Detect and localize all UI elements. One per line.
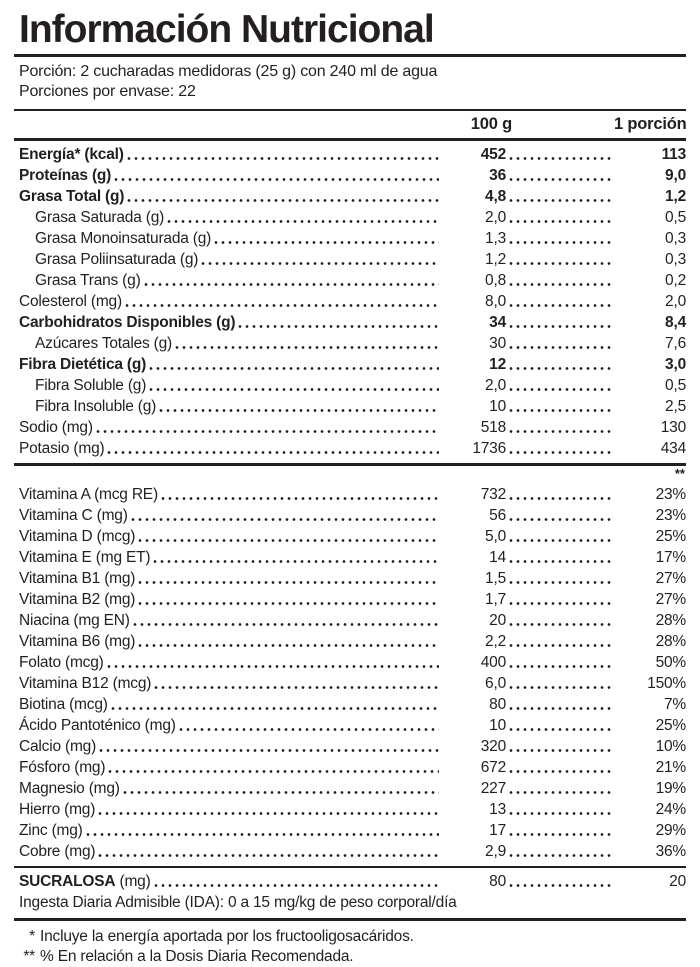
nutrient-row bbox=[14, 396, 686, 417]
vitamin-row bbox=[14, 589, 686, 610]
dot-leader bbox=[108, 757, 439, 778]
nutrient-row bbox=[14, 228, 686, 249]
vitamin-row bbox=[14, 484, 686, 505]
sucralose-label bbox=[19, 871, 151, 892]
dot-leader bbox=[127, 186, 439, 207]
dot-leader bbox=[138, 589, 439, 610]
vitamin-label: Folato (mcg) bbox=[19, 653, 104, 671]
column-header-porcion: 1 porción bbox=[614, 115, 687, 133]
nutrient-label: Sodio (mg) bbox=[19, 419, 93, 436]
dot-leader bbox=[96, 417, 439, 438]
value-per-100g: 80 bbox=[489, 873, 506, 890]
vitamin-label: Cobre (mg) bbox=[19, 842, 96, 860]
dot-leader bbox=[214, 228, 439, 249]
nutrient-row bbox=[14, 291, 686, 312]
value-per-serving: 0,5 bbox=[665, 209, 686, 226]
serving-size-text: Porción: 2 cucharadas medidoras (25 g) con 240 ml de agua bbox=[19, 62, 438, 80]
nutrient-label: Proteínas (g) bbox=[19, 167, 112, 184]
dot-leader bbox=[138, 568, 439, 589]
vitamin-row bbox=[14, 631, 686, 652]
value-per-100g: 13 bbox=[489, 800, 506, 818]
dot-leader bbox=[509, 547, 611, 568]
page-title: Información Nutricional bbox=[19, 8, 434, 51]
dot-leader bbox=[509, 694, 611, 715]
nutrient-row bbox=[14, 375, 686, 396]
footnote-energy bbox=[14, 927, 686, 947]
dot-leader bbox=[144, 270, 439, 291]
value-per-100g: 56 bbox=[489, 506, 506, 524]
dot-leader bbox=[509, 505, 611, 526]
value-per-100g: 5,0 bbox=[485, 527, 506, 545]
dot-leader bbox=[509, 186, 611, 207]
vitamin-row bbox=[14, 778, 686, 799]
value-per-serving: 8,4 bbox=[665, 314, 686, 331]
value-per-100g: 1736 bbox=[472, 440, 506, 457]
dot-leader bbox=[138, 526, 439, 547]
dot-leader bbox=[154, 673, 439, 694]
vitamin-label: Vitamina B12 (mcg) bbox=[19, 674, 152, 692]
percent-daily-value: 21% bbox=[655, 758, 686, 776]
footnote-mark: ** bbox=[23, 947, 35, 965]
dot-leader bbox=[86, 820, 439, 841]
dot-leader bbox=[509, 673, 611, 694]
vitamin-row bbox=[14, 652, 686, 673]
dot-leader bbox=[179, 715, 439, 736]
dot-leader bbox=[509, 333, 611, 354]
dot-leader bbox=[509, 568, 611, 589]
value-per-100g: 17 bbox=[489, 821, 506, 839]
vitamin-label: Vitamina B1 (mg) bbox=[19, 569, 136, 587]
vitamin-row bbox=[14, 841, 686, 862]
percent-daily-value: 19% bbox=[655, 779, 686, 797]
nutrient-label: Fibra Dietética (g) bbox=[19, 356, 147, 373]
nutrient-row bbox=[14, 186, 686, 207]
value-per-serving: 20 bbox=[669, 873, 686, 890]
value-per-100g: 2,0 bbox=[485, 377, 506, 394]
percent-daily-value: 10% bbox=[655, 737, 686, 755]
value-per-serving: 9,0 bbox=[665, 167, 686, 184]
dot-leader bbox=[509, 736, 611, 757]
dot-leader bbox=[138, 631, 439, 652]
nutrient-label: Grasa Poliinsaturada (g) bbox=[35, 251, 199, 268]
dot-leader bbox=[509, 871, 611, 892]
value-per-serving: 130 bbox=[660, 419, 686, 436]
value-per-100g: 0,8 bbox=[485, 272, 506, 289]
column-header-100g: 100 g bbox=[470, 115, 512, 133]
nutrient-row bbox=[14, 165, 686, 186]
dot-leader bbox=[509, 312, 611, 333]
nutrient-row bbox=[14, 417, 686, 438]
value-per-100g: 20 bbox=[489, 611, 506, 629]
dot-leader bbox=[107, 438, 439, 459]
vitamin-row bbox=[14, 673, 686, 694]
vitamin-row bbox=[14, 568, 686, 589]
vitamin-label: Zinc (mg) bbox=[19, 821, 83, 839]
nutrient-label: Grasa Trans (g) bbox=[35, 272, 141, 289]
dot-leader bbox=[131, 505, 439, 526]
dot-leader bbox=[149, 354, 439, 375]
sucralose-name: SUCRALOSA bbox=[19, 873, 116, 890]
value-per-100g: 518 bbox=[480, 419, 506, 436]
nutrient-row bbox=[14, 207, 686, 228]
sucralose-unit: (mg) bbox=[119, 873, 151, 890]
dot-leader bbox=[509, 354, 611, 375]
nutrient-row bbox=[14, 438, 686, 459]
value-per-100g: 452 bbox=[480, 146, 506, 163]
value-per-100g: 2,2 bbox=[485, 632, 506, 650]
value-per-100g: 10 bbox=[489, 398, 506, 415]
value-per-100g: 1,5 bbox=[485, 569, 506, 587]
value-per-100g: 1,3 bbox=[485, 230, 506, 247]
vitamin-row bbox=[14, 757, 686, 778]
value-per-100g: 320 bbox=[480, 737, 506, 755]
percent-daily-value: 28% bbox=[655, 611, 686, 629]
percent-daily-value: 24% bbox=[655, 800, 686, 818]
value-per-100g: 30 bbox=[489, 335, 506, 352]
percent-daily-value: 23% bbox=[655, 485, 686, 503]
footnote-text: % En relación a la Dosis Diaria Recomendada. bbox=[40, 947, 354, 965]
value-per-100g: 1,2 bbox=[485, 251, 506, 268]
nutrient-label: Azúcares Totales (g) bbox=[35, 335, 172, 352]
vitamin-row bbox=[14, 526, 686, 547]
dot-leader bbox=[509, 291, 611, 312]
value-per-serving: 0,5 bbox=[665, 377, 686, 394]
dot-leader bbox=[509, 270, 611, 291]
vitamin-row bbox=[14, 610, 686, 631]
footnotes-section bbox=[14, 921, 686, 967]
dot-leader bbox=[149, 375, 439, 396]
value-per-100g: 36 bbox=[489, 167, 506, 184]
dot-leader bbox=[509, 417, 611, 438]
value-per-100g: 34 bbox=[489, 314, 506, 331]
nutrient-label: Grasa Total (g) bbox=[19, 188, 125, 205]
value-per-serving: 2,0 bbox=[665, 293, 686, 310]
dot-leader bbox=[509, 799, 611, 820]
vitamin-label: Vitamina E (mg ET) bbox=[19, 548, 151, 566]
value-per-100g: 12 bbox=[489, 356, 506, 373]
value-per-100g: 8,0 bbox=[485, 293, 506, 310]
dot-leader bbox=[509, 631, 611, 652]
macronutrients-section bbox=[14, 141, 686, 463]
nutrient-row bbox=[14, 354, 686, 375]
dot-leader bbox=[509, 757, 611, 778]
value-per-serving: 3,0 bbox=[665, 356, 686, 373]
vitamin-row bbox=[14, 715, 686, 736]
percent-daily-value: 25% bbox=[655, 527, 686, 545]
vitamin-label: Biotina (mcg) bbox=[19, 695, 108, 713]
vitamin-row bbox=[14, 820, 686, 841]
vitamin-label: Vitamina B2 (mg) bbox=[19, 590, 136, 608]
value-per-100g: 672 bbox=[480, 758, 506, 776]
dot-leader bbox=[509, 165, 611, 186]
serving-info bbox=[14, 57, 686, 109]
vitamin-row bbox=[14, 547, 686, 568]
vitamin-label: Fósforo (mg) bbox=[19, 758, 106, 776]
dot-leader bbox=[509, 484, 611, 505]
dot-leader bbox=[167, 207, 439, 228]
value-per-100g: 227 bbox=[480, 779, 506, 797]
double-asterisk-note-mark: ** bbox=[674, 465, 685, 481]
value-per-100g: 732 bbox=[480, 485, 506, 503]
nutrient-label: Potasio (mg) bbox=[19, 440, 105, 457]
vitamin-row bbox=[14, 505, 686, 526]
micronutrients-section bbox=[14, 481, 686, 866]
dot-leader bbox=[159, 396, 439, 417]
value-per-100g: 4,8 bbox=[485, 188, 506, 205]
ida-text: Ingesta Diaria Admisible (IDA): 0 a 15 mg/kg de peso corporal/día bbox=[19, 894, 457, 911]
value-per-serving: 0,3 bbox=[665, 251, 686, 268]
column-headers bbox=[14, 111, 686, 138]
vitamin-row bbox=[14, 694, 686, 715]
percent-daily-value: 25% bbox=[655, 716, 686, 734]
vitamin-label: Calcio (mg) bbox=[19, 737, 97, 755]
dot-leader bbox=[509, 841, 611, 862]
value-per-serving: 0,3 bbox=[665, 230, 686, 247]
value-per-100g: 400 bbox=[480, 653, 506, 671]
percent-daily-value: 7% bbox=[663, 695, 686, 713]
footnote-mark: * bbox=[29, 927, 35, 945]
percent-daily-value: 27% bbox=[655, 569, 686, 587]
dot-leader bbox=[175, 333, 439, 354]
dot-leader bbox=[509, 249, 611, 270]
value-per-100g: 10 bbox=[489, 716, 506, 734]
value-per-serving: 2,5 bbox=[665, 398, 686, 415]
sweetener-section bbox=[14, 868, 686, 918]
dot-leader bbox=[125, 291, 439, 312]
dot-leader bbox=[509, 396, 611, 417]
value-per-serving: 1,2 bbox=[665, 188, 686, 205]
value-per-100g: 80 bbox=[489, 695, 506, 713]
dot-leader bbox=[133, 610, 439, 631]
value-per-serving: 434 bbox=[660, 440, 686, 457]
dot-leader bbox=[509, 144, 611, 165]
percent-daily-value: 150% bbox=[647, 674, 686, 692]
percent-daily-value: 17% bbox=[655, 548, 686, 566]
nutrient-label: Energía* (kcal) bbox=[19, 146, 124, 163]
nutrient-row bbox=[14, 144, 686, 165]
nutrient-row bbox=[14, 249, 686, 270]
nutrient-label: Fibra Insoluble (g) bbox=[35, 398, 157, 415]
value-per-100g: 1,7 bbox=[485, 590, 506, 608]
nutrient-row bbox=[14, 270, 686, 291]
nutrient-label: Carbohidratos Disponibles (g) bbox=[19, 314, 236, 331]
dot-leader bbox=[98, 841, 439, 862]
nutrient-row bbox=[14, 312, 686, 333]
dot-leader bbox=[98, 799, 439, 820]
nutrient-label: Colesterol (mg) bbox=[19, 293, 122, 310]
dot-leader bbox=[154, 871, 439, 892]
nutrient-row bbox=[14, 333, 686, 354]
dot-leader bbox=[238, 312, 439, 333]
value-per-100g: 6,0 bbox=[485, 674, 506, 692]
dot-leader bbox=[509, 438, 611, 459]
percent-daily-value: 29% bbox=[655, 821, 686, 839]
dot-leader bbox=[99, 736, 439, 757]
value-per-100g: 2,0 bbox=[485, 209, 506, 226]
dot-leader bbox=[509, 820, 611, 841]
vitamin-label: Vitamina A (mcg RE) bbox=[19, 485, 158, 503]
dot-leader bbox=[127, 144, 439, 165]
value-per-serving: 0,2 bbox=[665, 272, 686, 289]
percent-daily-value: 27% bbox=[655, 590, 686, 608]
percent-daily-value: 23% bbox=[655, 506, 686, 524]
percent-daily-value: 50% bbox=[655, 653, 686, 671]
dot-leader bbox=[509, 715, 611, 736]
dot-leader bbox=[509, 778, 611, 799]
dot-leader bbox=[111, 694, 439, 715]
dot-leader bbox=[509, 228, 611, 249]
dot-leader bbox=[509, 610, 611, 631]
nutrient-label: Grasa Monoinsaturada (g) bbox=[35, 230, 212, 247]
vitamin-label: Hierro (mg) bbox=[19, 800, 96, 818]
dot-leader bbox=[201, 249, 439, 270]
value-per-serving: 7,6 bbox=[665, 335, 686, 352]
dot-leader bbox=[107, 652, 439, 673]
value-per-100g: 2,9 bbox=[485, 842, 506, 860]
dot-leader bbox=[509, 375, 611, 396]
dot-leader bbox=[153, 547, 439, 568]
percent-daily-value: 28% bbox=[655, 632, 686, 650]
percent-daily-value: 36% bbox=[655, 842, 686, 860]
vitamin-label: Vitamina B6 (mg) bbox=[19, 632, 136, 650]
vitamin-label: Ácido Pantoténico (mg) bbox=[19, 716, 176, 734]
vitamin-row bbox=[14, 799, 686, 820]
vitamin-label: Vitamina C (mg) bbox=[19, 506, 128, 524]
dot-leader bbox=[123, 778, 439, 799]
footnote-text: Incluye la energía aportada por los fructooligosacáridos. bbox=[40, 927, 414, 945]
vitamin-label: Magnesio (mg) bbox=[19, 779, 120, 797]
dot-leader bbox=[114, 165, 439, 186]
nutrient-label: Grasa Saturada (g) bbox=[35, 209, 165, 226]
vitamin-label: Niacina (mg EN) bbox=[19, 611, 130, 629]
value-per-serving: 113 bbox=[661, 146, 686, 163]
vitamin-label: Vitamina D (mcg) bbox=[19, 527, 136, 545]
nutrient-label: Fibra Soluble (g) bbox=[35, 377, 147, 394]
dot-leader bbox=[509, 652, 611, 673]
servings-per-container-text: Porciones por envase: 22 bbox=[19, 82, 196, 100]
sucralose-row bbox=[14, 871, 686, 892]
dot-leader bbox=[509, 526, 611, 547]
dot-leader bbox=[161, 484, 439, 505]
dot-leader bbox=[509, 589, 611, 610]
value-per-100g: 14 bbox=[489, 548, 506, 566]
vitamin-row bbox=[14, 736, 686, 757]
dot-leader bbox=[509, 207, 611, 228]
